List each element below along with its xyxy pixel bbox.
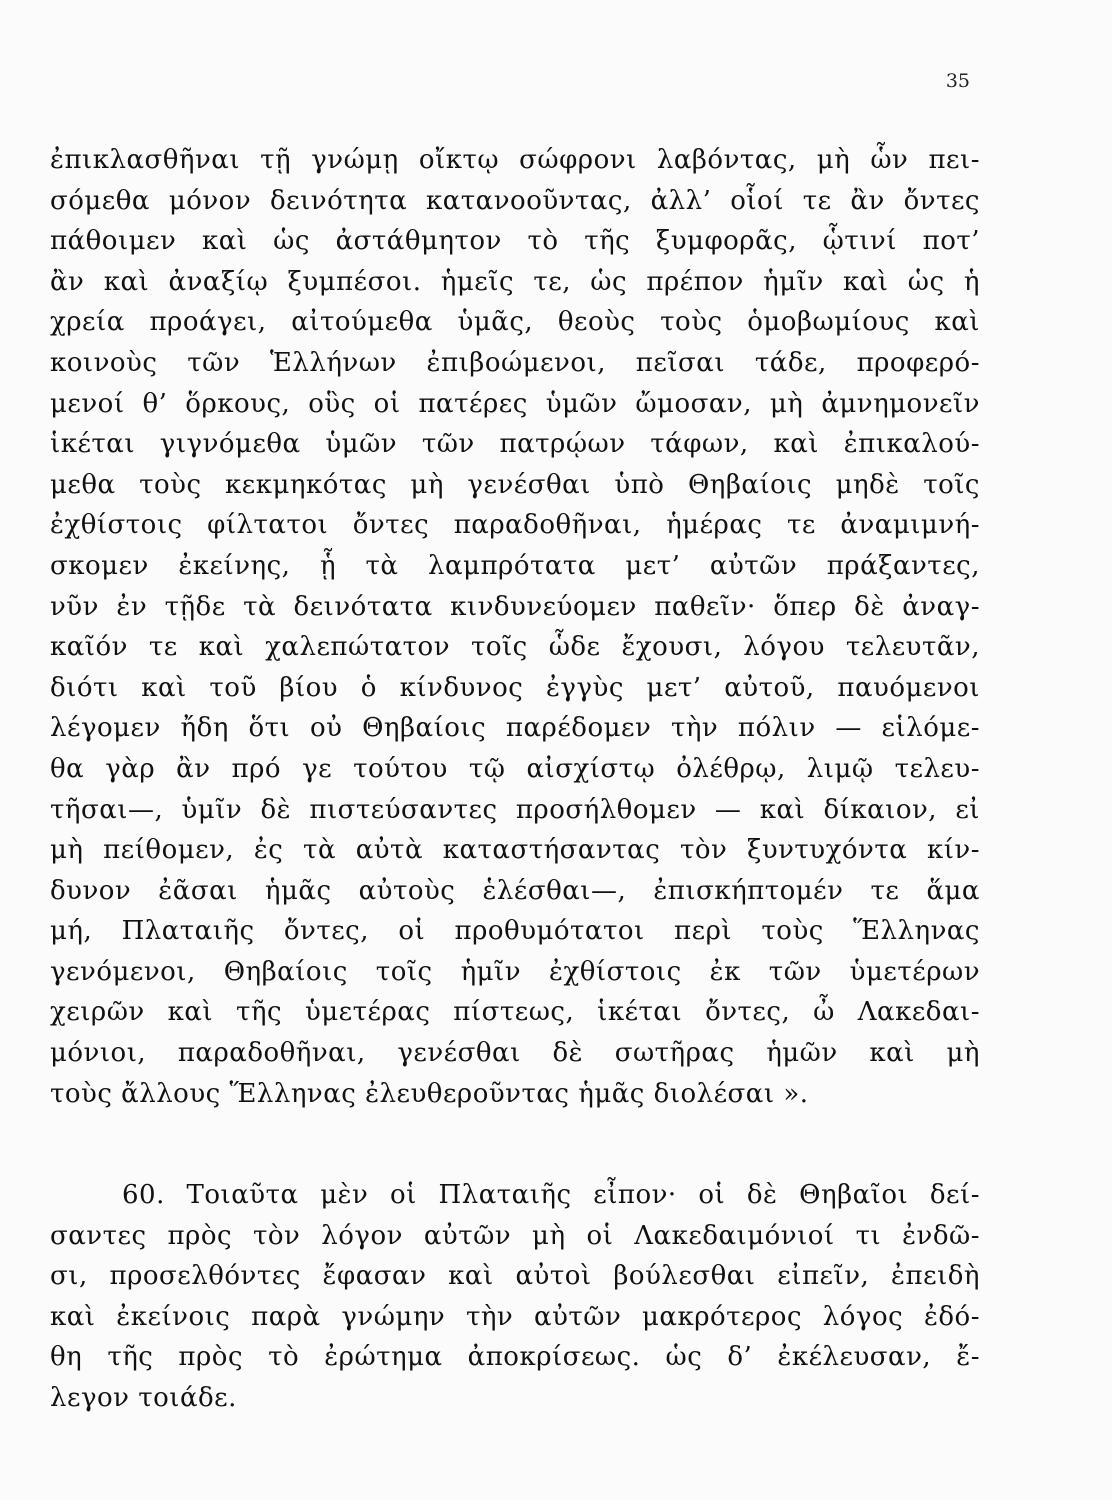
line-text: ἂν καὶ ἀναξίῳ ξυμπέσοι. ἡμεῖς τε, ὡς πρέπον ἡμῖν καὶ ὡς ἡ	[50, 266, 980, 297]
text-line	[50, 1337, 980, 1378]
line-text: γενόμενοι, Θηβαίοις τοῖς ἡμῖν ἐχθίστοις ἐκ τῶν ὑμετέρων	[50, 956, 980, 987]
line-text: χρεία προάγει, αἰτούμεθα ὑμᾶς, θεοὺς τοὺς ὁμοβωμίους καὶ	[50, 307, 980, 338]
line-text: κοινοὺς τῶν Ἑλλήνων ἐπιβοώμενοι, πεῖσαι τάδε, προφερό-	[50, 347, 980, 378]
text-line	[50, 384, 980, 425]
text-line	[50, 505, 980, 546]
line-text: λεγον τοιάδε.	[50, 1382, 237, 1413]
text-line	[50, 871, 980, 912]
line-text: θη τῆς πρὸς τὸ ἐρώτημα ἀποκρίσεως. ὡς δ’ ἐκέλευσαν, ἔ-	[50, 1342, 980, 1373]
line-text: 60. Τοιαῦτα μὲν οἱ Πλαταιῆς εἶπον· οἱ δὲ Θηβαῖοι δεί-	[122, 1180, 980, 1210]
line-text: χειρῶν καὶ τῆς ὑμετέρας πίστεως, ἱκέται ὄντες, ὦ Λακεδαι-	[50, 997, 980, 1028]
text-line	[50, 221, 980, 262]
text-line	[50, 708, 980, 749]
line-text: ἐχθίστοις φίλτατοι ὄντες παραδοθῆναι, ἡμέρας τε ἀναμιμνή-	[50, 510, 980, 541]
line-text: δυνον ἐᾶσαι ἡμᾶς αὐτοὺς ἑλέσθαι—, ἐπισκήπτομέν τε ἅμα	[50, 875, 980, 906]
text-line	[50, 546, 980, 587]
line-text: ἱκέται γιγνόμεθα ὑμῶν τῶν πατρῴων τάφων, καὶ ἐπικαλού-	[50, 429, 980, 460]
text-line	[50, 587, 980, 628]
text-line	[50, 952, 980, 993]
text-line	[50, 1378, 980, 1419]
text-line	[50, 1216, 980, 1257]
line-text: σι, προσελθόντες ἔφασαν καὶ αὐτοὶ βούλεσθαι εἰπεῖν, ἐπειδὴ	[50, 1261, 980, 1292]
text-line	[50, 1033, 980, 1074]
line-text: θα γὰρ ἂν πρό γε τούτου τῷ αἰσχίστῳ ὀλέθρῳ, λιμῷ τελευ-	[50, 753, 980, 784]
paragraph-main	[50, 140, 980, 1114]
text-line	[50, 1074, 980, 1115]
page-number: 35	[945, 70, 970, 92]
line-text: λέγομεν ἤδη ὅτι οὐ Θηβαίοις παρέδομεν τὴν πόλιν — εἱλόμε-	[50, 713, 980, 744]
line-text: καῖόν τε καὶ χαλεπώτατον τοῖς ὧδε ἔχουσι, λόγου τελευτᾶν,	[50, 632, 980, 663]
line-text: τοὺς ἄλλους Ἕλληνας ἐλευθεροῦντας ἡμᾶς διολέσαι ».	[50, 1078, 809, 1109]
line-text: τῆσαι—, ὑμῖν δὲ πιστεύσαντες προσήλθομεν — καὶ δίκαιον, εἰ	[50, 794, 980, 825]
text-line	[50, 1175, 980, 1216]
line-text: σκομεν ἐκείνης, ᾗ τὰ λαμπρότατα μετ’ αὐτῶν πράξαντες,	[50, 550, 980, 581]
text-line	[50, 140, 980, 181]
line-text: ἐπικλασθῆναι τῇ γνώμῃ οἴκτῳ σώφρονι λαβόντας, μὴ ὧν πει-	[50, 145, 980, 175]
line-text: πάθοιμεν καὶ ὡς ἀστάθμητον τὸ τῆς ξυμφορᾶς, ᾧτινί ποτ’	[50, 226, 980, 257]
text-line	[50, 749, 980, 790]
text-line	[50, 1297, 980, 1338]
line-text: καὶ ἐκείνοις παρὰ γνώμην τὴν αὐτῶν μακρότερος λόγος ἐδό-	[50, 1301, 980, 1332]
line-text: διότι καὶ τοῦ βίου ὁ κίνδυνος ἐγγὺς μετ’ αὐτοῦ, παυόμενοι	[50, 672, 980, 703]
line-text: μεθα τοὺς κεκμηκότας μὴ γενέσθαι ὑπὸ Θηβαίοις μηδὲ τοῖς	[50, 469, 980, 500]
line-text: μή, Πλαταιῆς ὄντες, οἱ προθυμότατοι περὶ τοὺς Ἕλληνας	[50, 916, 980, 947]
text-line	[50, 830, 980, 871]
line-text: νῦν ἐν τῇδε τὰ δεινότατα κινδυνεύομεν παθεῖν· ὅπερ δὲ ἀναγ-	[50, 591, 980, 622]
line-text: μόνιοι, παραδοθῆναι, γενέσθαι δὲ σωτῆρας ἡμῶν καὶ μὴ	[50, 1038, 980, 1069]
text-line	[50, 790, 980, 831]
text-line	[50, 262, 980, 303]
line-text: σόμεθα μόνον δεινότητα κατανοοῦντας, ἀλλ’ οἷοί τε ἂν ὄντες	[50, 185, 980, 216]
line-text: μὴ πείθομεν, ἐς τὰ αὐτὰ καταστήσαντας τὸν ξυντυχόντα κίν-	[50, 835, 980, 866]
text-line	[50, 627, 980, 668]
line-text: μενοί θ’ ὅρκους, οὓς οἱ πατέρες ὑμῶν ὤμοσαν, μὴ ἀμνημονεῖν	[50, 388, 980, 419]
text-line	[50, 1256, 980, 1297]
text-line	[50, 465, 980, 506]
text-line	[50, 302, 980, 343]
text-line	[50, 181, 980, 222]
line-text: σαντες πρὸς τὸν λόγον αὐτῶν μὴ οἱ Λακεδαιμόνιοί τι ἐνδῶ-	[50, 1220, 980, 1251]
text-line	[50, 424, 980, 465]
text-line	[50, 911, 980, 952]
paragraph-chapter-60	[50, 1175, 980, 1419]
text-line	[50, 992, 980, 1033]
text-line	[50, 668, 980, 709]
text-line	[50, 343, 980, 384]
